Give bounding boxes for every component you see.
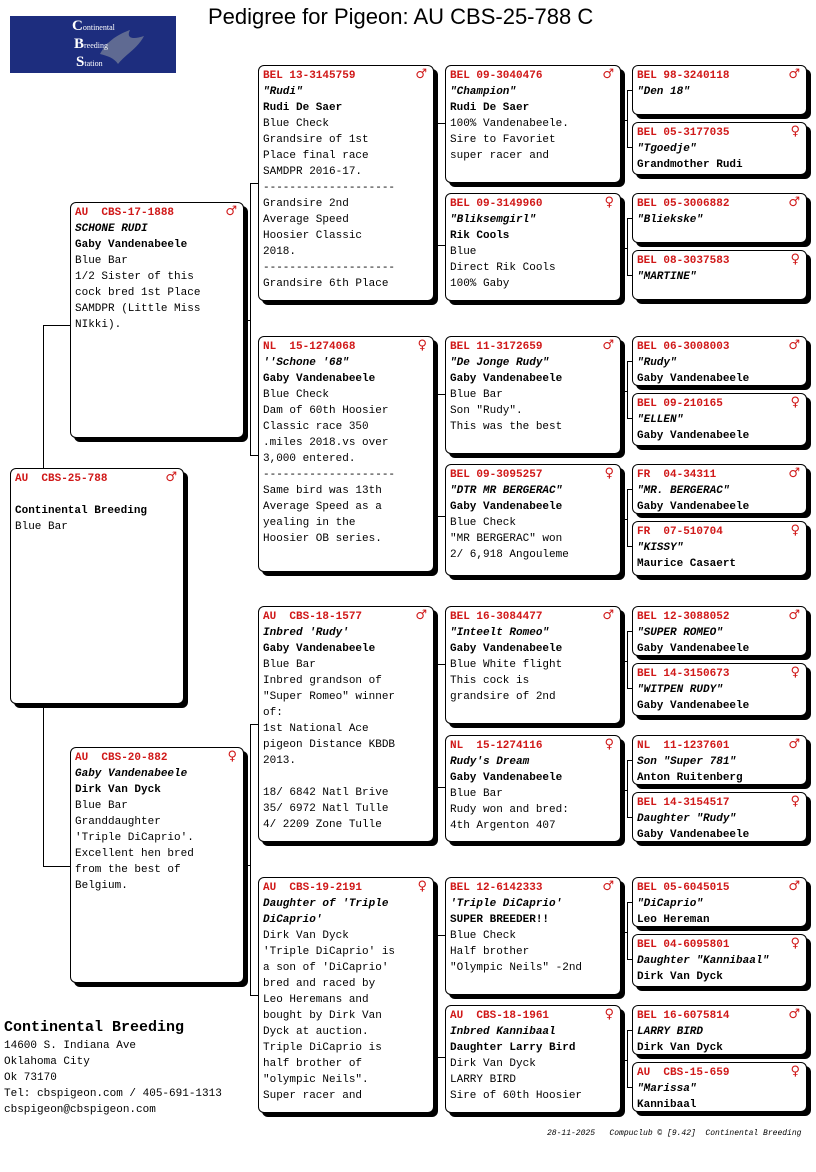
pigeon-note-line: Dirk Van Dyck [263,930,349,942]
male-symbol-icon: ♂ [788,1007,800,1022]
pigeon-note-line: 100% Gaby [450,278,510,290]
connector-line [244,320,250,321]
connector-line [437,787,445,788]
pigeon-card-gen4-16[interactable] [632,1062,807,1112]
pigeon-note-line: 18/ 6842 Natl Brive [263,787,389,799]
connector-line [621,790,627,791]
connector-line [627,902,628,959]
logo-text: Breeding [74,36,109,52]
ring-number: BEL 12-6142333 [450,882,543,894]
ring-number: BEL 09-3095257 [450,469,543,481]
ring-number: BEL 04-6095801 [637,939,730,951]
pigeon-note-line: Blue Bar [450,389,503,401]
pigeon-name: "SUPER ROMEO" [637,627,723,639]
pigeon-note-line: SAMDPR 2016-17. [263,166,363,178]
logo-text: Station [76,54,103,70]
connector-line [43,704,44,866]
pigeon-note-line: Dyck at auction. [263,1026,369,1038]
pigeon-note-line: bought by Dirk Van [263,1010,382,1022]
spacer [15,487,179,503]
pigeon-card-sire-sire[interactable] [258,65,434,301]
ring-number: BEL 05-3006882 [637,198,730,210]
connector-line [437,935,445,936]
connector-line [43,325,70,326]
print-footer: 28-11-2025 Compuclub © [9.42] Continental Breeding [547,1129,802,1138]
pigeon-note-line: SAMDPR (Little Miss [75,303,201,315]
male-symbol-icon: ♂ [602,67,614,82]
pigeon-name: "Marissa" [637,1083,697,1095]
ring-number: FR 04-34311 [637,469,717,481]
connector-line [627,218,628,275]
pigeon-note-line: "MR BERGERAC" won [450,533,563,545]
pigeon-card-gen4-9[interactable] [632,606,807,656]
pigeon-note-line: Blue Bar [263,659,316,671]
pigeon-note-line: Dam of 60th Hoosier [263,405,389,417]
male-symbol-icon: ♂ [788,737,800,752]
pigeon-card-ssd[interactable] [445,193,621,301]
owner-name: Gaby Vandenabeele [637,829,750,841]
pigeon-name: LARRY BIRD [637,1026,704,1038]
owner-name: Gaby Vandenabeele [263,373,376,385]
pigeon-note-line: Direct Rik Cools [450,262,556,274]
connector-line [250,724,258,725]
pigeon-name: Inbred 'Rudy' [263,627,349,639]
pigeon-note-line: Average Speed as a [263,501,382,513]
ring-number: AU CBS-20-882 [75,752,168,764]
pigeon-note-line: 1st National Ace [263,723,369,735]
pigeon-note-line: Blue White flight [450,659,563,671]
connector-line [437,394,438,516]
female-symbol-icon: ♀ [790,794,800,809]
owner-name: Continental Breeding [15,505,148,517]
pigeon-name: Daughter "Rudy" [637,813,737,825]
owner-name: Gaby Vandenabeele [75,239,188,251]
female-symbol-icon: ♀ [790,1064,800,1079]
pigeon-card-sss[interactable] [445,65,621,183]
ring-number: BEL 16-6075814 [637,1010,730,1022]
pigeon-name: SCHONE RUDI [75,223,148,235]
owner-name: Gaby Vandenabeele [450,501,563,513]
pigeon-card-gen4-6[interactable] [632,393,807,446]
ring-number: BEL 09-3040476 [450,70,543,82]
female-symbol-icon: ♀ [604,466,614,481]
female-symbol-icon: ♀ [604,737,614,752]
pigeon-card-sire[interactable] [70,202,244,438]
pigeon-note-line: 35/ 6972 Natl Tulle [263,803,389,815]
pigeon-note-line: Blue Bar [450,788,503,800]
pigeon-card-sds[interactable] [445,336,621,454]
connector-line [627,361,628,418]
pigeon-card-dsd[interactable] [445,735,621,842]
pigeon-note-line: Hoosier Classic [263,230,363,242]
connector-line [621,120,627,121]
pigeon-card-sire-dam[interactable] [258,336,434,572]
pigeon-name: "ELLEN" [637,414,684,426]
pigeon-note-line: NIkki). [75,319,122,331]
pigeon-card-dss[interactable] [445,606,621,724]
connector-line [434,183,437,184]
pigeon-card-gen4-2[interactable] [632,122,807,175]
male-symbol-icon: ♂ [602,608,614,623]
female-symbol-icon: ♀ [604,195,614,210]
breeder-contact [4,1018,222,1118]
pigeon-note-line: Sire of 60th Hoosier [450,1090,583,1102]
pigeon-note-line: Grandsire 6th Place [263,278,389,290]
ring-number: AU CBS-17-1888 [75,207,175,219]
pigeon-note-line: Grandsire 2nd [263,198,349,210]
male-symbol-icon: ♂ [788,195,800,210]
male-symbol-icon: ♂ [602,879,614,894]
pigeon-note-line: Rudy won and bred: [450,804,569,816]
pigeon-card-gen4-8[interactable] [632,521,807,576]
ring-number: AU CBS-15-659 [637,1067,730,1079]
page-title: Pedigree for Pigeon: AU CBS-25-788 C [208,4,594,29]
connector-line [627,631,628,688]
owner-name: Daughter Larry Bird [450,1042,576,1054]
ring-number: BEL 14-3154517 [637,797,730,809]
connector-line [434,454,437,455]
ring-number: BEL 12-3088052 [637,611,730,623]
pigeon-note-line: 2018. [263,246,297,258]
pigeon-note-line: Blue Check [263,389,330,401]
pigeon-card-gen4-4[interactable] [632,250,807,300]
pigeon-card-dam[interactable] [70,747,244,983]
male-symbol-icon: ♂ [788,608,800,623]
pigeon-note-line: Inbred grandson of [263,675,382,687]
connector-line [627,1030,628,1087]
owner-name: Rudi De Saer [450,102,530,114]
pigeon-card-gen4-1[interactable] [632,65,807,115]
ring-number: BEL 11-3172659 [450,341,543,353]
pigeon-note-line: Blue Check [263,118,330,130]
pigeon-note-line: Hoosier OB series. [263,533,382,545]
breeder-address-line: Ok 73170 [4,1072,57,1084]
pigeon-name: "WITPEN RUDY" [637,684,723,696]
breeder-address-line: 14600 S. Indiana Ave [4,1040,137,1052]
connector-line [43,325,44,468]
pigeon-name: Inbred Kannibaal [450,1026,556,1038]
pigeon-card-subject[interactable] [10,468,184,704]
connector-line [627,90,628,147]
ring-number: AU CBS-18-1961 [450,1010,550,1022]
pigeon-name: "Tgoedje" [637,143,697,155]
owner-name: Gaby Vandenabeele [637,643,750,655]
pigeon-note-line: of: [263,707,283,719]
connector-line [434,724,437,725]
female-symbol-icon: ♀ [790,523,800,538]
connector-line [250,183,251,455]
breeder-address-line: Oklahoma City [4,1056,90,1068]
ring-number: BEL 98-3240118 [637,70,730,82]
connector-line [621,248,627,249]
connector-line [621,932,627,933]
pigeon-note-line: Grandsire of 1st [263,134,369,146]
connector-line [244,865,250,866]
connector-line [627,760,628,817]
pigeon-note-line: Half brother [450,946,530,958]
pigeon-note-line: Triple DiCaprio is [263,1042,382,1054]
pigeon-card-gen4-13[interactable] [632,877,807,927]
female-symbol-icon: ♀ [417,879,427,894]
owner-name: Gaby Vandenabeele [263,643,376,655]
pigeon-note-line: cock bred 1st Place [75,287,201,299]
pigeon-card-gen4-7[interactable] [632,464,807,514]
breeder-phone[interactable]: Tel: cbspigeon.com / 405-691-1313 [4,1088,222,1100]
owner-name: Gaby Vandenabeele [450,772,563,784]
pigeon-note-line: 'Triple DiCaprio' is [263,946,396,958]
pigeon-name: "Rudi" [263,86,303,98]
owner-name: Leo Hereman [637,914,710,926]
connector-line [621,1060,627,1061]
female-symbol-icon: ♀ [790,936,800,951]
owner-name: Gaby Vandenabeele [637,373,750,385]
pigeon-note-line: 4/ 2209 Zone Tulle [263,819,382,831]
male-symbol-icon: ♂ [225,204,237,219]
pigeon-card-dds[interactable] [445,877,621,995]
connector-line [437,664,438,787]
pigeon-note-line: Sire to Favoriet [450,134,556,146]
male-symbol-icon: ♂ [788,466,800,481]
female-symbol-icon: ♀ [604,1007,614,1022]
connector-line [437,123,438,245]
female-symbol-icon: ♀ [227,749,237,764]
pigeon-note-line: a son of 'DiCaprio' [263,962,389,974]
pigeon-name: "Den 18" [637,86,690,98]
owner-name: Rudi De Saer [263,102,343,114]
pigeon-note-line: Average Speed [263,214,349,226]
owner-name: Grandmother Rudi [637,159,743,171]
pigeon-note-line: 1/2 Sister of this [75,271,194,283]
pigeon-note-line: "olympic Neils". [263,1074,369,1086]
ring-number: BEL 08-3037583 [637,255,730,267]
connector-line [437,1057,445,1058]
pigeon-card-gen4-15[interactable] [632,1005,807,1055]
connector-line [434,995,437,996]
pigeon-note-line: Super racer and [263,1090,363,1102]
connector-line [250,995,258,996]
ring-number: NL 11-1237601 [637,740,730,752]
ring-number: BEL 09-210165 [637,398,723,410]
pigeon-name: "MR. BERGERAC" [637,485,730,497]
pigeon-note-line: Blue Bar [75,255,128,267]
pigeon-note-line: Blue [450,246,477,258]
pigeon-note-line: Dirk Van Dyck [450,1058,536,1070]
ring-number: BEL 16-3084477 [450,611,543,623]
male-symbol-icon: ♂ [788,338,800,353]
breeder-name: Continental Breeding [4,1019,185,1036]
connector-line [437,245,445,246]
pigeon-note-line: 2/ 6,918 Angouleme [450,549,569,561]
pigeon-note-line: LARRY BIRD [450,1074,517,1086]
pigeon-name: "De Jonge Rudy" [450,357,550,369]
ring-number: BEL 14-3150673 [637,668,730,680]
pigeon-name: 'Triple DiCaprio' [450,898,563,910]
connector-line [250,724,251,995]
ring-number: BEL 09-3149960 [450,198,543,210]
female-symbol-icon: ♀ [790,124,800,139]
pigeon-note-line: super racer and [450,150,550,162]
pigeon-note-line: grandsire of 2nd [450,691,556,703]
male-symbol-icon: ♂ [788,67,800,82]
connector-line [437,516,445,517]
female-symbol-icon: ♀ [417,338,427,353]
pigeon-note-line: -------------------- [263,262,396,274]
connector-line [621,661,627,662]
pigeon-note-line: -------------------- [263,182,396,194]
pigeon-name: "KISSY" [637,542,684,554]
pigeon-name: "DiCaprio" [637,898,704,910]
pigeon-name: Daughter "Kannibaal" [637,955,770,967]
pigeon-card-gen4-14[interactable] [632,934,807,987]
owner-name: Gaby Vandenabeele [450,373,563,385]
pigeon-card-gen4-3[interactable] [632,193,807,243]
pigeon-note-line: pigeon Distance KBDB [263,739,396,751]
female-symbol-icon: ♀ [790,252,800,267]
pigeon-name: Son "Super 781" [637,756,737,768]
pigeon-card-dam-sire[interactable] [258,606,434,842]
pigeon-card-dam-dam[interactable] [258,877,434,1113]
pigeon-name: "Bliksemgirl" [450,214,536,226]
connector-line [437,935,438,1057]
pigeon-note-line: Excellent hen bred [75,848,194,860]
pigeon-note-line: This cock is [450,675,530,687]
pigeon-card-gen4-11[interactable] [632,735,807,785]
pigeon-note-line: "Super Romeo" winner [263,691,396,703]
owner-name: Dirk Van Dyck [75,784,161,796]
male-symbol-icon: ♂ [602,338,614,353]
pigeon-note-line: 'Triple DiCaprio'. [75,832,194,844]
connector-line [437,664,445,665]
club-logo [10,16,176,73]
pigeon-note-line: .miles 2018.vs over [263,437,389,449]
ring-number: BEL 06-3008003 [637,341,730,353]
ring-number: NL 15-1274116 [450,740,543,752]
pigeon-note-line: 100% Vandenabeele. [450,118,569,130]
pigeon-note-line: 2013. [263,755,297,767]
pigeon-note-line: Granddaughter [75,816,161,828]
pigeon-note-line: Blue Bar [75,800,128,812]
female-symbol-icon: ♀ [790,665,800,680]
owner-name: Maurice Casaert [637,558,737,570]
pigeon-note-line: from the best of [75,864,181,876]
pigeon-note-line: 3,000 entered. [263,453,356,465]
pigeon-name: "MARTINE" [637,271,697,283]
pigeon-note-line: Same bird was 13th [263,485,382,497]
pigeon-note-line: Classic race 350 [263,421,369,433]
pigeon-name: "Inteelt Romeo" [450,627,550,639]
pigeon-note-line [263,769,429,785]
pigeon-note-line: "Olympic Neils" -2nd [450,962,583,974]
connector-line [250,455,258,456]
pigeon-card-gen4-5[interactable] [632,336,807,386]
pigeon-name: ''Schone '68" [263,357,349,369]
owner-name: Gaby Vandenabeele [637,700,750,712]
ring-number: AU CBS-25-788 [15,473,108,485]
owner-name: Gaby Vandenabeele [450,643,563,655]
pigeon-name: "Bliekske" [637,214,704,226]
pigeon-note-line: -------------------- [263,469,396,481]
ring-number: AU CBS-19-2191 [263,882,363,894]
ring-number: BEL 05-3177035 [637,127,730,139]
pigeon-note-line: Blue Check [450,517,517,529]
pigeon-note-line: 4th Argenton 407 [450,820,556,832]
pigeon-name: "Champion" [450,86,517,98]
male-symbol-icon: ♂ [415,67,427,82]
connector-line [621,519,627,520]
breeder-email[interactable]: cbspigeon@cbspigeon.com [4,1104,156,1116]
logo-text: Continental [72,18,115,34]
pigeon-note-line: Blue Check [450,930,517,942]
ring-number: BEL 13-3145759 [263,70,356,82]
pigeon-card-sdd[interactable] [445,464,621,576]
owner-name: Anton Ruitenberg [637,772,743,784]
pigeon-note-line: Leo Heremans and [263,994,369,1006]
ring-number: AU CBS-18-1577 [263,611,363,623]
male-symbol-icon: ♂ [788,879,800,894]
pigeon-note-line: This was the best [450,421,563,433]
ring-number: BEL 05-6045015 [637,882,730,894]
pigeon-name: Daughter of 'Triple DiCaprio' [263,898,389,926]
pigeon-name: "Rudy" [637,357,677,369]
connector-line [621,391,627,392]
connector-line [437,123,445,124]
connector-line [43,866,70,867]
connector-line [437,394,445,395]
owner-name: Dirk Van Dyck [637,1042,723,1054]
pigeon-card-ddd[interactable] [445,1005,621,1113]
pigeon-note-line: half brother of [263,1058,363,1070]
pigeon-card-gen4-10[interactable] [632,663,807,716]
male-symbol-icon: ♂ [165,470,177,485]
pigeon-note-line: Son "Rudy". [450,405,523,417]
owner-name: Dirk Van Dyck [637,971,723,983]
owner-name: SUPER BREEDER!! [450,914,550,926]
pigeon-name: "DTR MR BERGERAC" [450,485,563,497]
ring-number: NL 15-1274068 [263,341,356,353]
owner-name: Kannibaal [637,1099,697,1111]
female-symbol-icon: ♀ [790,395,800,410]
pigeon-note-line: Place final race [263,150,369,162]
pigeon-note-line: yealing in the [263,517,356,529]
pigeon-name: Rudy's Dream [450,756,530,768]
male-symbol-icon: ♂ [415,608,427,623]
pigeon-name: Gaby Vandenabeele [75,768,188,780]
owner-name: Rik Cools [450,230,510,242]
pigeon-note-line: Belgium. [75,880,128,892]
connector-line [627,489,628,546]
pigeon-note-line: bred and raced by [263,978,376,990]
ring-number: FR 07-510704 [637,526,723,538]
pigeon-card-gen4-12[interactable] [632,792,807,842]
pigeon-note-line: Blue Bar [15,521,68,533]
owner-name: Gaby Vandenabeele [637,501,750,513]
owner-name: Gaby Vandenabeele [637,430,750,442]
connector-line [250,183,258,184]
